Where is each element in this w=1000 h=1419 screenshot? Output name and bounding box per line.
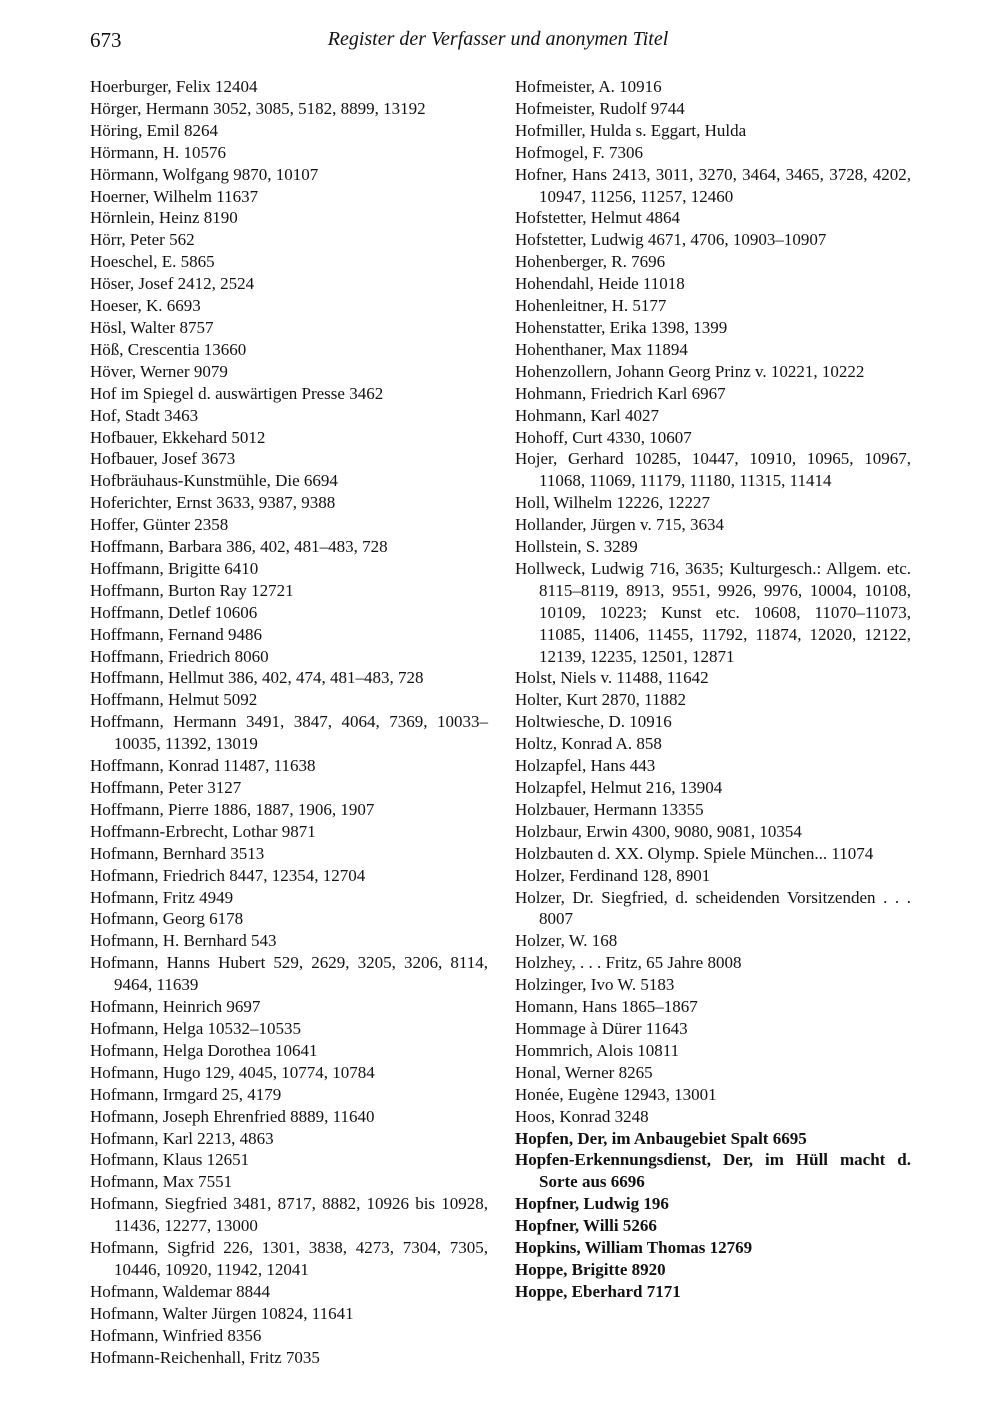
index-entry: Hohenthaner, Max 11894	[515, 339, 688, 359]
index-entry: Hörr, Peter 562	[90, 230, 195, 250]
index-entry: Holzer, Ferdinand 128, 8901	[515, 865, 711, 885]
index-entry: Holter, Kurt 2870, 11882	[515, 690, 687, 710]
index-entry: Holzinger, Ivo W. 5183	[515, 975, 675, 995]
index-entry: Hollweck, Ludwig 716, 3635; Kulturgesch.: Allgem. etc. 8115–8119, 8913, 9551, 9926, 9976, 10004, 10108, 10109, 10223; Kunst etc. 10608, 11070–11073, 11085, 11406, 11455, 11792, 11874, 12020, 12122, 12139, 12235, 12501, 12871	[515, 558, 911, 666]
index-entry: Hofmiller, Hulda s. Eggart, Hulda	[515, 120, 747, 140]
index-entry: Hofmann, Irmgard 25, 4179	[90, 1084, 282, 1104]
index-entry: Hof, Stadt 3463	[90, 405, 199, 425]
index-entry: Hoffmann-Erbrecht, Lothar 9871	[90, 821, 316, 841]
index-entry: Hoffmann, Friedrich 8060	[90, 646, 269, 666]
index-entry: Höß, Crescentia 13660	[90, 339, 247, 359]
index-entry: Hoffmann, Barbara 386, 402, 481–483, 728	[90, 537, 388, 557]
index-entry: Hofbräuhaus-Kunstmühle, Die 6694	[90, 471, 338, 491]
index-entry: Hofmann, Max 7551	[90, 1172, 233, 1192]
index-entry: Hofmann, Bernhard 3513	[90, 843, 265, 863]
index-entry: Hojer, Gerhard 10285, 10447, 10910, 10965, 10967, 11068, 11069, 11179, 11180, 11315, 11414	[515, 449, 911, 491]
index-entry: Hofmeister, Rudolf 9744	[515, 98, 685, 118]
index-entry: Hofmann, Klaus 12651	[90, 1150, 250, 1170]
index-entry: Hohenberger, R. 7696	[515, 252, 666, 272]
index-entry: Hofmann, Helga Dorothea 10641	[90, 1040, 318, 1060]
index-entry: Holzhey, . . . Fritz, 65 Jahre 8008	[515, 953, 742, 973]
index-entry: Hofmann, Heinrich 9697	[90, 997, 261, 1017]
index-entry: Hösl, Walter 8757	[90, 317, 214, 337]
index-entry: Hoffmann, Fernand 9486	[90, 624, 263, 644]
index-entry: Holzbauten d. XX. Olymp. Spiele München... 11074	[515, 843, 874, 863]
index-entry: Honal, Werner 8265	[515, 1062, 653, 1082]
index-entry: Hörnlein, Heinz 8190	[90, 208, 238, 228]
index-entry: Hofmann, Hanns Hubert 529, 2629, 3205, 3206, 8114, 9464, 11639	[90, 953, 488, 995]
index-entry: Holst, Niels v. 11488, 11642	[515, 668, 709, 688]
index-entry: Holzer, Dr. Siegfried, d. scheidenden Vorsitzenden . . . 8007	[515, 887, 911, 929]
index-entry: Hofmogel, F. 7306	[515, 142, 644, 162]
page-header	[90, 28, 906, 58]
index-entry: Holtwiesche, D. 10916	[515, 712, 672, 732]
index-entry: Homann, Hans 1865–1867	[515, 997, 698, 1017]
index-entry: Holzer, W. 168	[515, 931, 618, 951]
index-entry: Hohendahl, Heide 11018	[515, 274, 685, 294]
running-title: Register der Verfasser und anonymen Titel	[327, 28, 669, 50]
index-entry: Hofmann, Friedrich 8447, 12354, 12704	[90, 865, 366, 885]
index-entry: Hofstetter, Ludwig 4671, 4706, 10903–10907	[515, 230, 827, 250]
index-entry: Hofmann, Fritz 4949	[90, 887, 234, 907]
index-entry: Holzapfel, Helmut 216, 13904	[515, 778, 723, 797]
index-entry: Hofmann, Karl 2213, 4863	[90, 1128, 274, 1148]
index-entry: Hofmann, Georg 6178	[90, 909, 244, 929]
index-entry: Hofner, Hans 2413, 3011, 3270, 3464, 3465, 3728, 4202, 10947, 11256, 11257, 12460	[515, 164, 911, 206]
index-entry: Hofmann, Sigfrid 226, 1301, 3838, 4273, 7304, 7305, 10446, 10920, 11942, 12041	[90, 1238, 488, 1279]
index-entry: Holzbaur, Erwin 4300, 9080, 9081, 10354	[515, 821, 802, 841]
index-entry: Hoffmann, Konrad 11487, 11638	[90, 756, 316, 776]
index-entry: Hoffmann, Pierre 1886, 1887, 1906, 1907	[90, 799, 375, 819]
index-entry: Hollstein, S. 3289	[515, 537, 638, 557]
index-entry: Hoffmann, Burton Ray 12721	[90, 580, 294, 600]
index-entry: Hopkins, William Thomas 12769	[515, 1238, 753, 1258]
index-entry: Hörmann, Wolfgang 9870, 10107	[90, 164, 319, 184]
index-entry: Hohmann, Friedrich Karl 6967	[515, 383, 726, 403]
index-entry: Höser, Josef 2412, 2524	[90, 274, 255, 294]
index-entry: Hohenstatter, Erika 1398, 1399	[515, 317, 728, 337]
index-entry: Hoffmann, Detlef 10606	[90, 602, 258, 622]
index-entry: Hopfner, Willi 5266	[515, 1216, 657, 1236]
index-entry: Höring, Emil 8264	[90, 120, 218, 140]
index-entry: Hoeser, K. 6693	[90, 296, 201, 316]
index-entry: Hoffer, Günter 2358	[90, 515, 229, 535]
index-entry: Hopfner, Ludwig 196	[515, 1194, 669, 1214]
index-entry: Hofmann, Walter Jürgen 10824, 11641	[90, 1303, 354, 1323]
index-entry: Hohmann, Karl 4027	[515, 405, 660, 425]
index-entry: Hofbauer, Josef 3673	[90, 449, 236, 469]
index-entry: Hopfen, Der, im Anbaugebiet Spalt 6695	[515, 1128, 807, 1148]
index-entry: Hopfen-Erkennungsdienst, Der, im Hüll macht d. Sorte aus 6696	[515, 1150, 911, 1192]
index-entry: Hommage à Dürer 11643	[515, 1018, 688, 1038]
index-entry: Hoffmann, Helmut 5092	[90, 690, 258, 710]
index-entry: Hoffmann, Brigitte 6410	[90, 558, 259, 578]
index-entry: Hoppe, Eberhard 7171	[515, 1281, 681, 1301]
index-entry: Hofmann, Siegfried 3481, 8717, 8882, 10926 bis 10928, 11436, 12277, 13000	[90, 1194, 488, 1236]
index-entry: Hofmann, H. Bernhard 543	[90, 931, 277, 951]
index-entry: Hofmann-Reichenhall, Fritz 7035	[90, 1347, 320, 1367]
index-entry: Hoeschel, E. 5865	[90, 252, 215, 272]
index-entry: Hohenzollern, Johann Georg Prinz v. 10221, 10222	[515, 361, 865, 381]
index-entry: Hofmann, Hugo 129, 4045, 10774, 10784	[90, 1062, 375, 1082]
index-entry: Hoppe, Brigitte 8920	[515, 1259, 666, 1279]
index-entry: Hoffmann, Peter 3127	[90, 778, 242, 797]
index-entry: Hörger, Hermann 3052, 3085, 5182, 8899, 13192	[90, 98, 426, 118]
index-column-right	[515, 76, 911, 1303]
index-entry: Hofstetter, Helmut 4864	[515, 208, 681, 228]
index-entry: Hoos, Konrad 3248	[515, 1106, 649, 1126]
index-entry: Hohenleitner, H. 5177	[515, 296, 667, 316]
index-entry: Holzbauer, Hermann 13355	[515, 799, 704, 819]
index-entry: Holtz, Konrad A. 858	[515, 734, 662, 754]
index-entry: Hofbauer, Ekkehard 5012	[90, 427, 266, 447]
index-entry: Hoferichter, Ernst 3633, 9387, 9388	[90, 493, 336, 513]
index-entry: Hofmann, Helga 10532–10535	[90, 1018, 302, 1038]
page-number: 673	[90, 28, 122, 52]
index-entry: Hofmann, Winfried 8356	[90, 1325, 262, 1345]
index-entry: Hoffmann, Hellmut 386, 402, 474, 481–483, 728	[90, 668, 424, 688]
index-entry: Hoerburger, Felix 12404	[90, 77, 258, 96]
index-entry: Höver, Werner 9079	[90, 361, 228, 381]
index-entry: Hoffmann, Hermann 3491, 3847, 4064, 7369, 10033–10035, 11392, 13019	[90, 712, 488, 754]
index-entry: Hofmann, Joseph Ehrenfried 8889, 11640	[90, 1106, 375, 1126]
index-entry: Holzapfel, Hans 443	[515, 756, 656, 776]
index-entry: Hoerner, Wilhelm 11637	[90, 186, 259, 206]
index-column-left	[90, 76, 488, 1368]
index-entry: Hommrich, Alois 10811	[515, 1040, 680, 1060]
index-entry: Honée, Eugène 12943, 13001	[515, 1084, 717, 1104]
index-entry: Hofmann, Waldemar 8844	[90, 1281, 271, 1301]
index-entry: Hofmeister, A. 10916	[515, 77, 662, 96]
index-entry: Holl, Wilhelm 12226, 12227	[515, 493, 710, 513]
index-entry: Hohoff, Curt 4330, 10607	[515, 427, 692, 447]
index-entry: Hof im Spiegel d. auswärtigen Presse 3462	[90, 383, 384, 403]
index-entry: Hörmann, H. 10576	[90, 142, 226, 162]
index-entry: Hollander, Jürgen v. 715, 3634	[515, 515, 724, 535]
